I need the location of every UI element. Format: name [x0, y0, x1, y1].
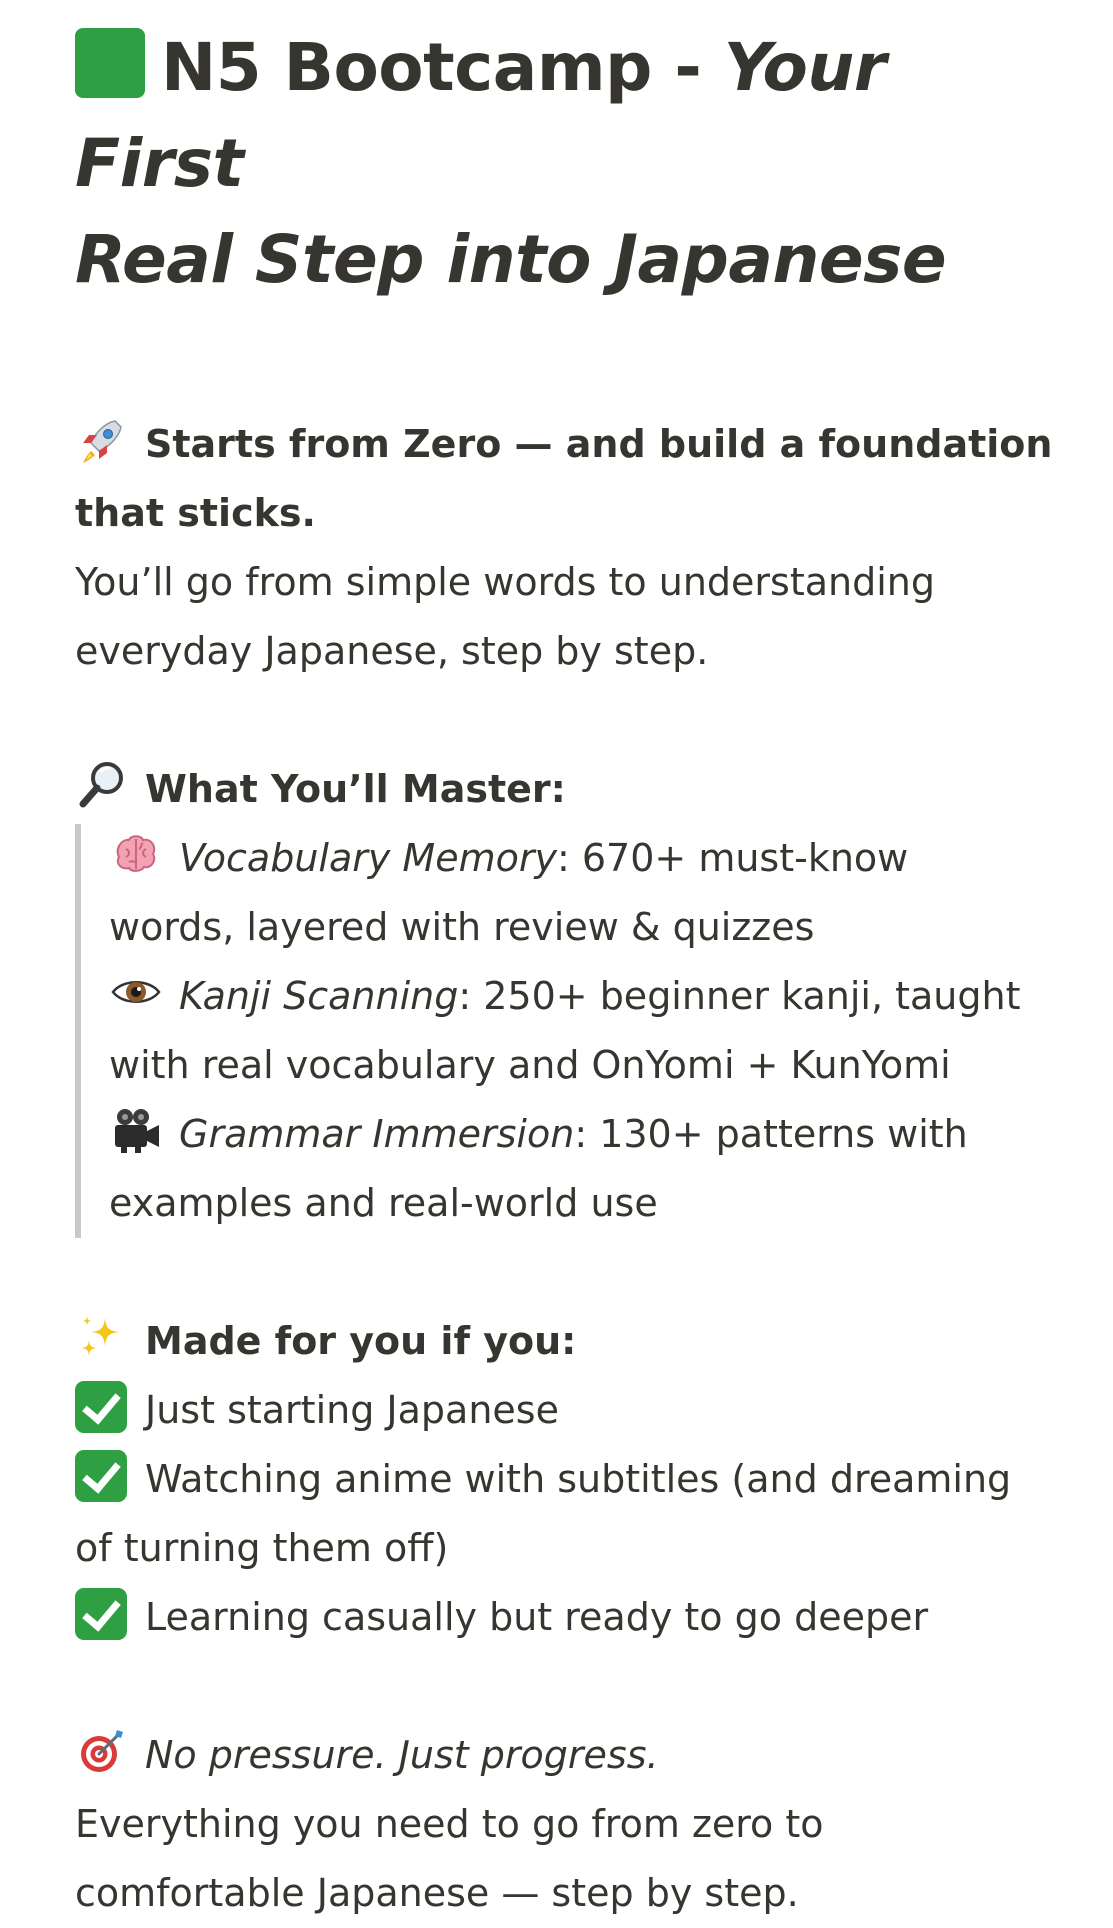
spacer [75, 1238, 1043, 1307]
made-for-item-text: Learning casually but ready to go deeper [145, 1595, 929, 1639]
brain-icon [109, 827, 163, 881]
direct-hit-icon [75, 1724, 129, 1778]
made-for-heading-text: Made for you if you: [145, 1319, 577, 1363]
vocabulary-memory-desc: : 670+ must-know [556, 836, 909, 880]
spacer [75, 308, 1043, 410]
made-for-heading [75, 1307, 1043, 1376]
closing-section [75, 1721, 1043, 1928]
made-for-item-text: Watching anime with subtitles (and dreaming [145, 1457, 1012, 1501]
master-section [75, 755, 1043, 1238]
kanji-scanning-desc: : 250+ beginner kanji, taught [458, 974, 1021, 1018]
closing-body-line1: Everything you need to go from zero to [75, 1802, 824, 1846]
title-italic-line1: Your First [75, 29, 886, 202]
intro-heading-line1: Starts from Zero — and build a foundation [145, 422, 1053, 466]
master-quote-block [75, 824, 1043, 1238]
intro-heading-line2: that sticks. [75, 491, 316, 535]
made-for-item [75, 1583, 1043, 1652]
page-title [75, 20, 1043, 308]
spacer [75, 686, 1043, 755]
master-item [109, 962, 1043, 1031]
rocket-icon [75, 413, 129, 467]
master-item [109, 824, 1043, 893]
made-for-item-text: Just starting Japanese [145, 1388, 559, 1432]
intro-body-line1: You’ll go from simple words to understanding [75, 560, 935, 604]
vocabulary-memory-label: Vocabulary Memory [179, 836, 557, 880]
intro-heading [75, 410, 1053, 479]
master-heading-text: What You’ll Master: [145, 767, 566, 811]
master-heading [75, 755, 1043, 824]
made-for-item [75, 1376, 1043, 1445]
grammar-immersion-desc-line2: examples and real-world use [109, 1181, 658, 1225]
check-mark-icon [75, 1588, 127, 1640]
made-for-item-line2: of turning them off) [75, 1526, 449, 1570]
closing-body-line2: comfortable Japanese — step by step. [75, 1871, 799, 1915]
check-mark-icon [75, 1450, 127, 1502]
kanji-scanning-label: Kanji Scanning [179, 974, 459, 1018]
title-italic-line2: Real Step into Japanese [75, 221, 947, 298]
spacer [75, 1652, 1043, 1721]
intro-body-line2: everyday Japanese, step by step. [75, 629, 709, 673]
magnifier-icon [75, 758, 129, 812]
vocabulary-memory-desc-line2: words, layered with review & quizzes [109, 905, 815, 949]
closing-tagline [75, 1721, 1043, 1790]
movie-camera-icon [109, 1103, 163, 1157]
grammar-immersion-desc: : 130+ patterns with [574, 1112, 968, 1156]
made-for-item [75, 1445, 1043, 1514]
made-for-section [75, 1307, 1043, 1652]
check-mark-icon [75, 1381, 127, 1433]
green-square-icon [75, 28, 145, 98]
master-item [109, 1100, 1043, 1169]
closing-tagline-text: No pressure. Just progress. [145, 1733, 659, 1777]
title-bold: N5 Bootcamp - [161, 29, 724, 106]
grammar-immersion-label: Grammar Immersion [179, 1112, 575, 1156]
sparkles-icon [75, 1310, 129, 1364]
kanji-scanning-desc-line2: with real vocabulary and OnYomi + KunYomi [109, 1043, 951, 1087]
eye-icon [109, 965, 163, 1019]
intro-section [75, 410, 1053, 686]
